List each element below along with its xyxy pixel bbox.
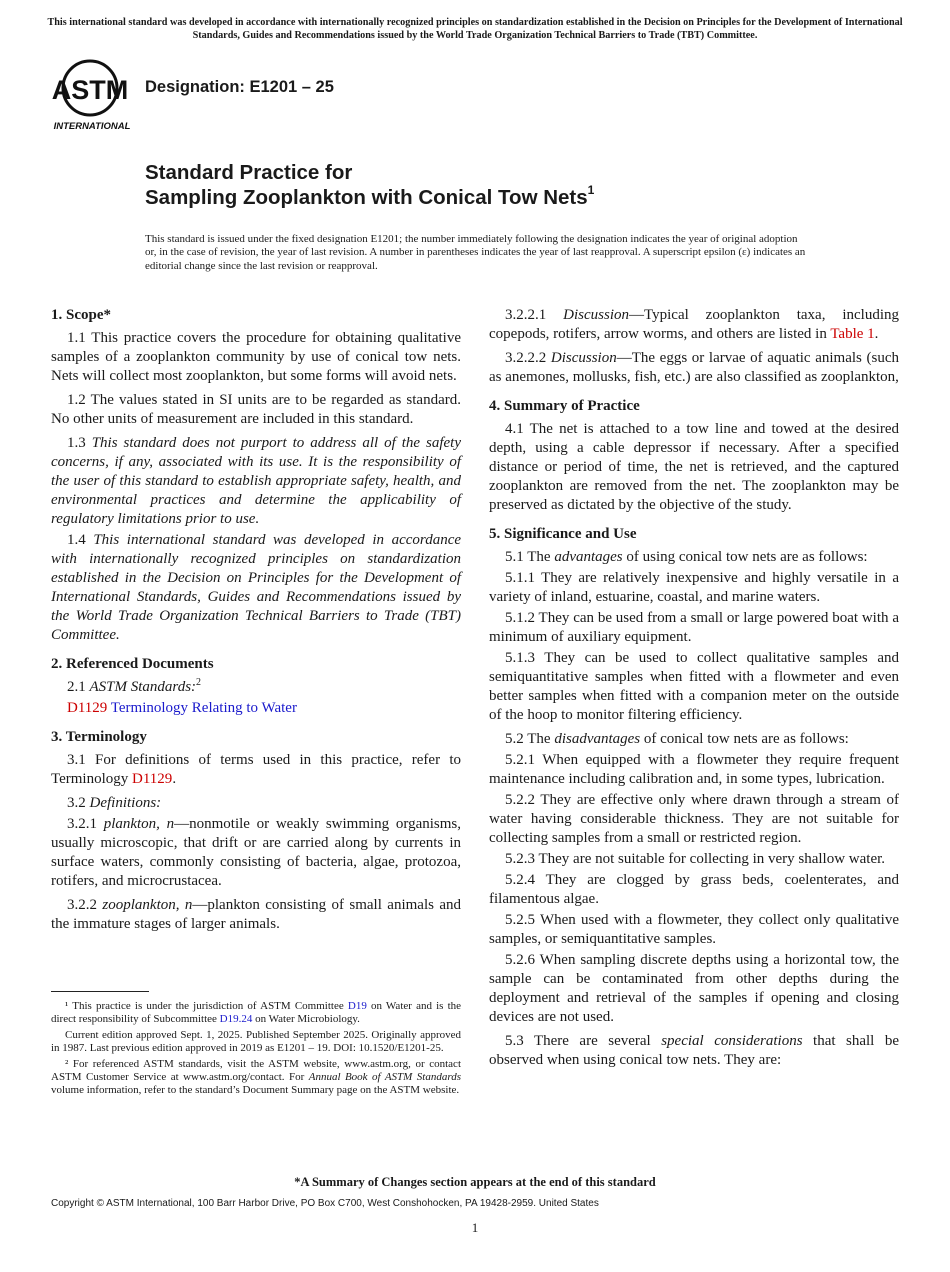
link-committee-d19[interactable]: D19 [347,1000,367,1012]
referenced-standard [51,699,461,718]
title-footnote-mark: 1 [587,183,595,198]
footnote-edition: Current edition approved Sept. 1, 2025. Published September 2025. Originally approved in 1987. Last previous edition approved in 2019 as E1201 – 19. DOI: 10.1520/E1201-25. [51,1028,461,1055]
copyright: Copyright © ASTM International, 100 Barr Harbor Drive, PO Box C700, West Conshohocken, PA 19428-2959. United States [51,1198,599,1209]
paragraph-5-1-3: 5.1.3 They can be used to collect qualitative samples and semiquantitative samples when fitted with a flowmeter and even better samples when fitted with a companion meter on the outside of the hoop to monitor filtering efficiency. [489,650,899,723]
link-subcommittee-d19-24[interactable]: D19.24 [219,1013,253,1026]
section-heading-scope: 1. Scope* [51,307,111,323]
section-heading-referenced-documents: 2. Referenced Documents [51,656,214,672]
footnote-2: ² For referenced ASTM standards, visit the ASTM website, www.astm.org, or contact ASTM Customer Service at www.astm.org/contact. For Annual Book of ASTM Standards volume information, refer to the standard’s Document Summary page on the ASTM website. [51,1057,462,1097]
paragraph-3-2-2-1: 3.2.2.1 Discussion—Typical zooplankton taxa, including copepods, rotifers, arrow worms, and others are listed in Table 1. [489,307,900,342]
paragraph-5-2-3: 5.2.3 They are not suitable for collecting in very shallow water. [505,851,886,867]
paragraph-5-2-6: 5.2.6 When sampling discrete depths using a horizontal tow, the sample can be contaminated from other depths during the deployment and retrieval of the samples if opening and closing devices are not used. [489,952,899,1025]
paragraph-5-1-2: 5.1.2 They can be used from a small or large powered boat with a minimum of auxiliary equipment. [489,610,899,645]
footnote-1: ¹ This practice is under the jurisdiction of ASTM Committee D19 on Water and is the direct responsibility of Subcommittee D19.24 on Water Microbiology. [51,1000,462,1026]
summary-of-changes-note: *A Summary of Changes section appears at the end of this standard [294,1175,656,1189]
paragraph-5-1: 5.1 The advantages of using conical tow nets are as follows: [505,549,868,565]
section-heading-significance: 5. Significance and Use [489,526,637,542]
footnotes [51,992,461,1100]
paragraph-1-2: 1.2 The values stated in SI units are to be regarded as standard. No other units of measurement are included in this standard. [51,392,461,427]
paragraph-5-3: 5.3 There are several special considerations that shall be observed when using conical tow nets. They are: [489,1033,899,1068]
page-number: 1 [471,1220,479,1235]
paragraph-5-2-1: 5.2.1 When equipped with a flowmeter they require frequent maintenance including calibration and, in some types, lubrication. [489,752,899,787]
section-heading-summary: 4. Summary of Practice [489,398,640,414]
paragraph-1-4: 1.4 This international standard was developed in accordance with internationally recognized principles on standardization established in the Decision on Principles for the Development of International Standards, Guides and Recommendations issued by the World Trade Organization Technical Barriers to Trade (TBT) Committee. [51,532,462,643]
issuance-statement: This standard is issued under the fixed designation E1201; the number immediately following the designation indicates the year of original adoption or, in the case of revision, the year of last revision. A number in parentheses indicates the year of last reapproval. A superscript epsilon (ε) indicates an editorial change since the last revision or reapproval. [145,233,806,272]
paragraph-4-1: 4.1 The net is attached to a tow line and towed at the desired depth, using a cable depressor if necessary. After a specified distance or period of time, the net is retrieved, and the captured zooplankton are removed from the net. The zooplankton may be preserved as dictated by the objective of the study. [489,421,899,513]
designation: Designation: E1201 – 25 [145,78,334,96]
title-line2: Sampling Zooplankton with Conical Tow Nets [145,186,588,209]
paragraph-5-2-5: 5.2.5 When used with a flowmeter, they collect only qualitative samples, or semiquantitative samples. [489,912,899,947]
paragraph-3-1: 3.1 For definitions of terms used in this practice, refer to Terminology D1129. [51,752,461,787]
link-d1129-terminology[interactable]: D1129 [132,771,173,787]
link-d1129[interactable]: D1129 [67,700,108,716]
paragraph-5-2-4: 5.2.4 They are clogged by grass beds, coelenterates, and filamentous algae. [489,872,899,907]
page-title [145,160,594,210]
paragraph-5-2: 5.2 The disadvantages of conical tow nets are as follows: [505,731,849,747]
paragraph-3-2-1: 3.2.1 plankton, n—nonmotile or weakly swimming organisms, usually microscopic, that drift or are carried along by currents in surface waters, commonly consisting of bacteria, algae, protozoa, rotifers, and microcrustacea. [51,816,461,889]
paragraph-1-1: 1.1 This practice covers the procedure for obtaining qualitative samples of a zooplankton community by use of conical tow nets. Nets will collect most zooplankton, but some forms will avoid nets. [51,330,461,384]
link-terminology-water[interactable]: Terminology Relating to Water [110,700,297,716]
left-column [51,306,461,936]
paragraph-3-2-2-2: 3.2.2.2 Discussion—The eggs or larvae of aquatic animals (such as anemones, mollusks, fish, etc.) are also classified as zooplankton, [489,350,899,385]
paragraph-5-1-1: 5.1.1 They are relatively inexpensive and highly versatile in a variety of inland, estuarine, coastal, and marine waters. [489,570,899,605]
paragraph-3-2: 3.2 Definitions: [67,795,162,811]
logo-subtext: INTERNATIONAL [53,121,131,132]
top-notice: This international standard was developed in accordance with internationally recognized principles on standardization established in the Decision on Principles for the Development of International Standards, Guides and Recommendations issued by the World Trade Organization Technical Barriers to Trade (TBT) Committee. [47,17,903,41]
astm-logo [52,56,136,132]
right-column [489,306,899,1072]
paragraph-5-2-2: 5.2.2 They are effective only where drawn through a stream of water having considerable thickness. They are not suitable for collecting samples from a small or restricted region. [489,792,899,846]
paragraph-2-1: 2.1 ASTM Standards:$^2$ [67,677,202,695]
link-table-1[interactable]: Table 1 [830,326,875,342]
section-heading-terminology: 3. Terminology [51,729,147,745]
paragraph-3-2-2: 3.2.2 zooplankton, n—plankton consisting of small animals and the immature stages of larger animals. [51,897,461,932]
paragraph-1-3: 1.3 This standard does not purport to address all of the safety concerns, if any, associated with its use. It is the responsibility of the user of this standard to establish appropriate safety, health, and environmental practices and determine the applicability of regulatory limitations prior to use. [51,435,462,527]
logo-text: ASTM [52,75,129,105]
title-line1: Standard Practice for [145,161,353,184]
